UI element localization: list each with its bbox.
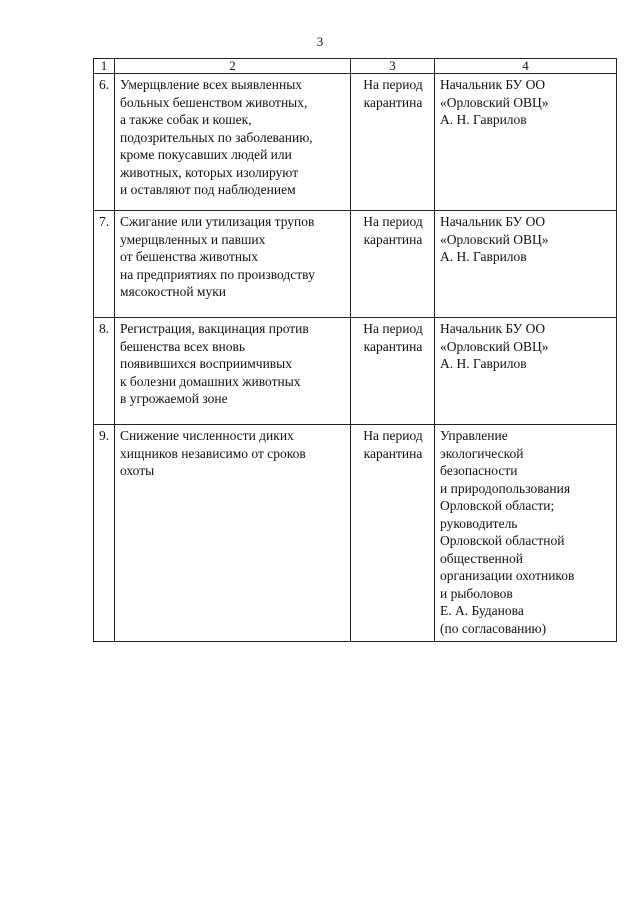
responsible-line: общественной: [440, 550, 523, 566]
responsible-line: руководитель: [440, 515, 518, 531]
measure-line: кроме покусавших людей или: [120, 147, 292, 162]
header-col-1: 1: [94, 59, 115, 74]
period-cell: [351, 211, 435, 318]
measure-line: подозрительных по заболеванию,: [120, 129, 313, 145]
responsible-line: организации охотников: [440, 568, 575, 583]
responsible-line: безопасности: [440, 463, 518, 478]
measure-line: Сжигание или утилизация трупов: [120, 214, 315, 229]
period-line: На период: [363, 428, 423, 443]
table-header-row: [94, 59, 617, 74]
period-line: На период: [363, 77, 423, 92]
period-line: На период: [363, 214, 423, 229]
table-row: [94, 211, 617, 318]
responsible-line: А. Н. Гаврилов: [440, 356, 527, 371]
measure-line: мясокостной муки: [120, 284, 226, 299]
measure-line: а также собак и кошек,: [120, 112, 252, 127]
responsible-line: «Орловский ОВЦ»: [440, 94, 549, 110]
table-row: [94, 74, 617, 211]
measure-cell: [115, 74, 351, 211]
measure-cell: [115, 211, 351, 318]
row-number: 6.: [94, 74, 115, 211]
measure-line: охоты: [120, 463, 155, 478]
responsible-cell: [435, 74, 617, 211]
measure-line: от бешенства животных: [120, 249, 258, 264]
table-row: [94, 425, 617, 642]
responsible-line: Начальник БУ ОО: [440, 214, 546, 229]
page-number: 3: [316, 34, 324, 49]
row-number: 9.: [94, 425, 115, 642]
header-col-4: 4: [435, 59, 617, 74]
header-col-3: 3: [351, 59, 435, 74]
responsible-line: «Орловский ОВЦ»: [440, 338, 549, 354]
responsible-line: и природопользования: [440, 480, 571, 496]
measure-line: больных бешенством животных,: [120, 94, 308, 110]
measure-line: животных, которых изолируют: [120, 164, 299, 180]
responsible-line: и рыболовов: [440, 585, 513, 601]
period-line: карантина: [363, 94, 423, 110]
measure-line: и оставляют под наблюдением: [120, 182, 296, 197]
measures-table: [93, 58, 617, 642]
row-number: 7.: [94, 211, 115, 318]
measure-line: Умерщвление всех выявленных: [120, 77, 303, 92]
table-row: [94, 318, 617, 425]
responsible-cell: [435, 425, 617, 642]
period-cell: [351, 425, 435, 642]
responsible-line: экологической: [440, 445, 524, 461]
responsible-line: Начальник БУ ОО: [440, 321, 546, 336]
responsible-line: Е. А. Буданова: [440, 603, 524, 618]
period-cell: [351, 74, 435, 211]
responsible-line: Управление: [440, 428, 508, 443]
responsible-line: Начальник БУ ОО: [440, 77, 546, 92]
header-col-2: 2: [115, 59, 351, 74]
responsible-line: «Орловский ОВЦ»: [440, 231, 549, 247]
period-line: карантина: [363, 445, 423, 461]
period-cell: [351, 318, 435, 425]
measure-line: Регистрация, вакцинация против: [120, 321, 309, 336]
measure-line: хищников независимо от сроков: [120, 445, 306, 461]
responsible-line: (по согласованию): [440, 620, 547, 636]
measure-line: Снижение численности диких: [120, 428, 294, 443]
responsible-cell: [435, 318, 617, 425]
measure-line: на предприятиях по производству: [120, 266, 315, 282]
measure-line: к болезни домашних животных: [120, 373, 301, 389]
measure-cell: [115, 425, 351, 642]
period-line: На период: [363, 321, 423, 336]
row-number: 8.: [94, 318, 115, 425]
measure-cell: [115, 318, 351, 425]
responsible-line: А. Н. Гаврилов: [440, 249, 527, 264]
measure-line: бешенства всех вновь: [120, 338, 246, 354]
responsible-cell: [435, 211, 617, 318]
measure-line: в угрожаемой зоне: [120, 391, 228, 406]
period-line: карантина: [363, 231, 423, 247]
measure-line: появившихся восприимчивых: [120, 356, 292, 371]
period-line: карантина: [363, 338, 423, 354]
responsible-line: А. Н. Гаврилов: [440, 112, 527, 127]
responsible-line: Орловской областной: [440, 533, 565, 548]
responsible-line: Орловской области;: [440, 498, 555, 513]
measure-line: умерщвленных и павших: [120, 231, 266, 247]
